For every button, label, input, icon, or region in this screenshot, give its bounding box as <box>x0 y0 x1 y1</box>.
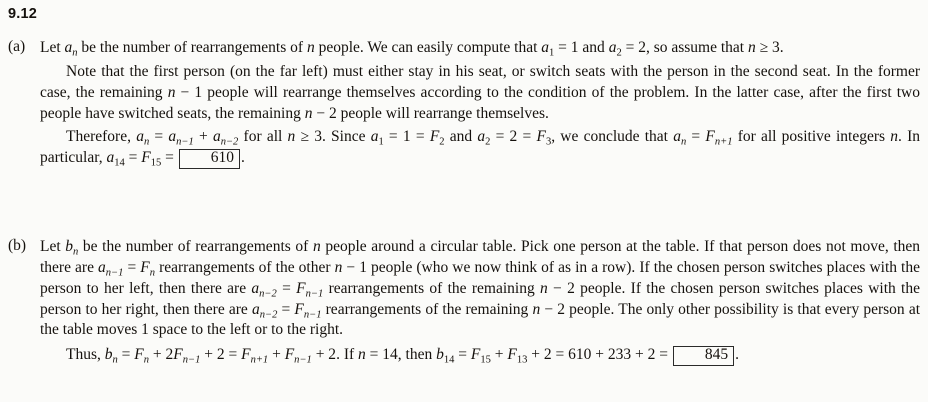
paragraph-a1: Let $a_n$ be the number of rearrangements of n people. We can easily compute that $a_1 = 1$ and $a_2 = 2$, so assume that n ≥ 3. <box>40 39 784 59</box>
part-b-body <box>40 237 920 366</box>
part-a-body <box>40 38 920 169</box>
paragraph-b1: Let $b_n$ be the number of rearrangements of n people around a circular table. Pick one person at the table. If that person does not move, then there are $a_{n-1} = F_n$ rearrangements of the other n − 1 people (who we now think of as in a row). If the chosen person switches places with the person to her left, then there are $a_{n-2} = F_{n-1}$ rearrangements of the remaining n − 2 people. If the chosen person switches places with the person to her right, then there are $a_{n-2} = F_{n-1}$ rearrangements of the remaining n − 2 people. The only other possibility is that every person at the table moves 1 space to the left or to the right. <box>40 238 921 339</box>
part-b <box>8 237 920 366</box>
part-b-label: (b) <box>8 237 27 254</box>
part-a-label: (a) <box>8 38 26 55</box>
boxed-answer-b: 845 <box>673 346 734 366</box>
page-title: 9.12 <box>8 6 38 22</box>
paragraph-a3: Therefore, $a_n = a_{n-1} + a_{n-2}$ for all n ≥ 3. Since $a_1 = 1 = F_2$ and $a_2 = 2 = F_3$, we conclude that $a_n = F_{n+1}$ for all positive integers n. In particular, $a_{14} = F_{15} = 610$ . <box>40 128 921 169</box>
paragraph-a2: Note that the first person (on the far left) must either stay in his seat, or switch seats with the person in the second seat. In the former case, the remaining n − 1 people will rearrange themselves according to the condition of the problem. In the latter case, after the first two people have switched seats, the remaining n − 2 people will rearrange themselves. <box>40 62 921 122</box>
paragraph-b2: Thus, $b_n = F_n + 2F_{n-1} + 2 = F_{n+1} + F_{n-1} + 2$. If n = 14, then $b_{14} = F_{15} + F_{13} + 2 = 610 + 233 + 2 = 845$ . <box>66 346 739 366</box>
boxed-answer-a: 610 <box>179 149 240 169</box>
part-a <box>8 38 920 169</box>
